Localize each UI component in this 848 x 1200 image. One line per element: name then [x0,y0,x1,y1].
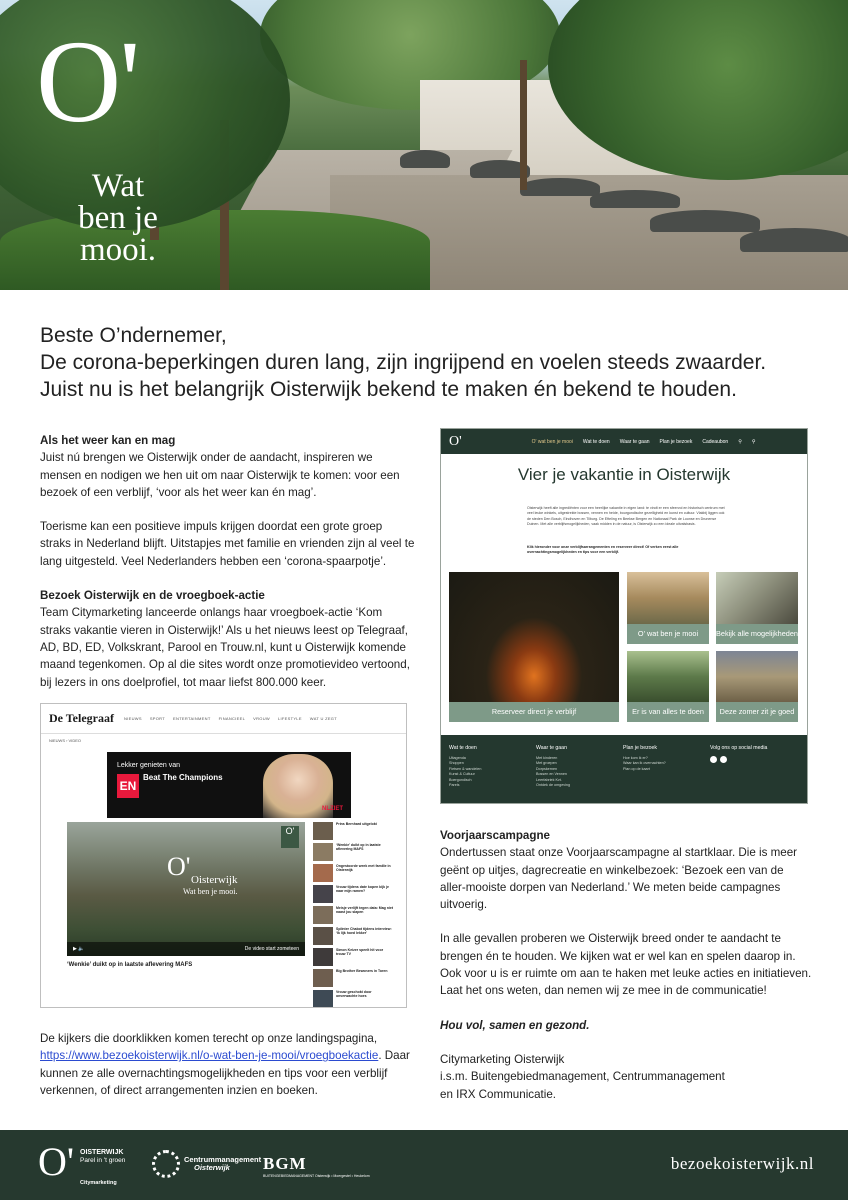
video-badge: O' [281,826,299,848]
video-item-title: Vrouw geschokt door onverwachte hoes [336,990,372,999]
intro-line: De corona-beperkingen duren lang, zijn ingrijpend en voelen steeds zwaarder. [40,351,767,374]
tile-label: Er is van alles te doen [627,702,709,722]
nav-item[interactable]: O' wat ben je mooi [531,438,573,445]
video-description [67,972,305,992]
video-status: De video start zometeen [244,946,299,952]
bgm-logo [263,1154,370,1178]
nav-item[interactable]: Waar te gaan [619,438,650,445]
nav-item[interactable]: VROUW [253,716,270,721]
website-title: Vier je vakantie in Oisterwijk [517,465,731,484]
logo-name: BGM [263,1154,307,1173]
signature-line: Citymarketing Oisterwijk [440,1052,565,1066]
map-pin-icon[interactable]: ⚲ [738,438,742,445]
instagram-icon[interactable] [710,756,717,763]
page-footer [0,1130,848,1200]
footer-link[interactable]: Boergondisch [449,777,472,782]
video-caption[interactable]: ‘Wenkie’ duikt op in laatste aflevering MAFS [67,962,193,968]
tree-trunk [520,60,527,190]
paragraph: Team Citymarketing lanceerde onlangs haar vroegboek-actie ‘Kom straks vakantie vieren in Oisterwijk!’ Als u het nieuws leest op Telegraaf, AD, BD, ED, Volkskrant, Parool en Trouw.nl, kunt u Oisterwijk komende maand tegenkomen. Op al die sites wordt onze promotievideo vertoond, bij lezers in ons doelprofiel, tot maar liefst 800.000 keer. [40,606,410,689]
video-thumbnail [313,906,333,924]
telegraaf-logo: De Telegraaf [49,711,114,725]
ad-brand: NLZIET [322,806,343,812]
breadcrumb: NIEUWS › VIDEO [49,738,82,743]
section-heading: Voorjaarscampagne [440,829,550,842]
parasol [740,228,848,252]
footer-link[interactable]: Hoe kom ik er? [623,756,648,760]
footer-column [623,745,703,772]
tile-label: Reserveer direct je verblijf [449,702,619,722]
video-thumbnail [313,969,333,987]
tile-zomer[interactable] [716,651,798,722]
footer-column [536,745,616,788]
footer-heading: Volg ons op social media [710,745,768,751]
footer-link[interactable]: Met kinderen [536,756,558,760]
video-item-title: Big Brother Bewoners in Toren [336,969,388,973]
video-thumbnail [313,990,333,1008]
nav-item[interactable]: Plan je bezoek [659,438,693,445]
closing-line: Hou vol, samen en gezond. [440,1018,590,1032]
nav-item[interactable]: FINANCIEEL [218,716,246,721]
website-footer [441,735,807,804]
footer-link[interactable]: Parels [449,783,460,788]
paragraph [40,1030,415,1099]
left-column [40,432,415,708]
telegraaf-nav [124,716,337,721]
video-thumbnail [313,948,333,966]
footer-link[interactable]: Shoppen [449,761,464,766]
footer-link[interactable]: Kunst & Cultuur [449,772,475,777]
facebook-icon[interactable] [720,756,727,763]
logo-tagline [58,170,178,266]
video-thumbnail [313,864,333,882]
sidebar-video-item[interactable] [313,864,393,882]
tile-te-doen[interactable] [627,651,709,722]
terrace-image [716,651,798,702]
signature-line: en IRX Communicatie. [440,1087,556,1101]
video-sidebar [313,822,393,1008]
footer-link[interactable]: Uitagenda [449,756,466,760]
sidebar-video-item[interactable] [313,927,393,945]
footer-link[interactable]: Bossen en Vennen [536,772,567,777]
tile-owat[interactable] [627,572,709,644]
website-logo[interactable]: O' [449,433,462,449]
footer-link[interactable]: Ontdek de omgeving [536,783,571,788]
footer-link[interactable]: Dorpskernen [536,766,558,771]
footer-link[interactable]: Met groepen [536,761,557,766]
signature-line: i.s.m. Buitengebiedmanagement, Centrummanagement [440,1070,725,1084]
website-nav [441,429,807,454]
tent-image [449,572,619,702]
parasol [400,150,450,168]
sidebar-video-item[interactable] [313,990,393,1008]
website-cta-text: Klik hieronder voor onze verblijfsarrangementen en reserveer direct! Of verken eerst alle overnachtingsmogelijkheden en tips voor een verblijf. [527,545,679,555]
tile-label: Deze zomer zit je goed [716,702,798,722]
section-heading: Als het weer kan en mag [40,434,176,447]
tile-label: Bekijk alle mogelijkheden [716,624,798,644]
sidebar-video-item[interactable] [313,822,393,840]
parasol [590,190,680,208]
logo-place: Oisterwijk [194,1163,230,1172]
tile-bekijk[interactable] [716,572,798,644]
video-item-title: Ongestoorde week met familie in Oisterwijk [336,864,391,873]
logo-name: OISTERWIJK [80,1149,124,1156]
intro-text [40,322,820,403]
oisterwijk-logo [36,16,158,268]
video-controls[interactable] [67,942,305,956]
binoculars-image [716,572,798,624]
nav-item[interactable]: LIFESTYLE [277,716,302,721]
website-lead: Oisterwijk heeft alle ingrediënten voor een heerlijke vakantie in eigen land: te vindt er een sfeervol en historisch centrum met veel leuke winkels, uitgestrekte bossen, vennen en heide, bourgondische gezelligheid en kunst en cultuur. Vlakbij liggen ook de steden Den Bosch, Eindhoven en Tilburg. De Efteling en Beekse Bergen en Nationaal Park de Loonse en Drunense Duinen. Met alle verblijfsmogelijkheden, vaak midden in de natuur, is Oisterwijk zo een ideale uitvalsbasis. [527,506,725,527]
video-thumbnail [313,843,333,861]
website-url[interactable]: bezoekoisterwijk.nl [670,1154,814,1173]
ad-title: Beat The Champions [143,773,223,782]
hero-photo [0,0,848,290]
salutation: Beste O’ndernemer, [40,324,227,347]
advertisement-banner[interactable] [107,752,351,818]
sidebar-video-item[interactable] [313,906,393,924]
centrummanagement-logo [152,1150,261,1178]
website-screenshot [440,428,808,804]
logo-name: Centrummanagement [184,1155,262,1164]
footer-heading: Plan je bezoek [623,745,658,751]
video-logo: O' [167,852,191,881]
footer-heading: Wat te doen [449,745,477,751]
sidebar-video-item[interactable] [313,969,393,987]
search-icon[interactable]: ⚲ [751,438,756,445]
nav-item[interactable]: Wat te doen [582,438,610,445]
nav-item[interactable]: WAT U ZEGT [309,716,337,721]
logo-text [184,1156,261,1172]
footer-heading: Waar te gaan [536,745,567,751]
footer-column [710,745,790,763]
logo-tagline: Parel in 't groen [80,1157,126,1164]
tile-label: O' wat ben je mooi [627,624,709,644]
footer-link[interactable]: Fietsen & wandelen [449,766,482,771]
sun-icon [152,1150,180,1178]
footer-column [449,745,529,788]
paragraph: In alle gevallen proberen we Oisterwijk breed onder te aandacht te brengen én te houden. We kijken wat er wel kan en spelen daarop in. Ook voor u is er ruimte om aan te haken met leuke acties en initiatieven. Laat het ons weten, dan nemen wij ze mee in de communicatie! [440,932,812,998]
logo-sub: Citymarketing [80,1180,117,1186]
tagline-line: Wat [91,168,145,204]
logo-sub: BUITENGEBIEDMANAGEMENT Oisterwijk • Moergestel • Heukelom [263,1174,370,1178]
footer-link[interactable]: Waar kan ik overnachten? [623,761,666,766]
social-icons [710,756,790,763]
telegraaf-header [41,704,406,734]
footer-link[interactable]: Plan op de kaart [623,766,650,771]
nav-item[interactable]: Cadeaubon [702,438,729,445]
nav-item[interactable]: NIEUWS [124,716,142,721]
video-thumbnail [313,927,333,945]
landing-page-link[interactable]: https://www.bezoekoisterwijk.nl/o-wat-ben-je-mooi/vroegboekactie [40,1049,379,1063]
ad-logo: EN [117,774,139,798]
paragraph-text: . Daar kunnen ze alle overnachtingsmogelijkheden en tips voor een verblijf verkennen, of direct arrangementen inzien en boeken. [40,1049,410,1097]
logo-mark: O' [38,1139,75,1184]
tagline-line: mooi. [79,232,157,268]
video-thumbnail [313,822,333,840]
citymarketing-logo [38,1139,126,1186]
video-item-title: Splinter Chabot tijdens interview: ‘Ik lijk hoed lekker’ [336,927,392,936]
nav-item[interactable]: ENTERTAINMENT [173,716,211,721]
logo-mark: O' [36,16,139,147]
video-item-title: Vrouw tijdens date kopen kijk je naar mijn ramen? [336,885,389,894]
video-item-title: Prins Bernhard uitgelokt [336,822,377,826]
footer-link[interactable]: Leerfabriek Kvt. [536,777,562,782]
video-title: Oisterwijk [191,874,238,886]
video-thumbnail [313,885,333,903]
intro-line: Juist nu is het belangrijk Oisterwijk bekend te maken én bekend te houden. [40,378,737,401]
sidebar-video-item[interactable] [313,948,393,966]
video-tagline: Wat ben je mooi. [183,887,238,896]
tagline-line: ben je [78,200,158,236]
video-item-title: Meisje verlijft tegen data: Mag niet naast jou slapen [336,906,393,915]
cycling-image [627,651,709,702]
parasol [520,178,600,196]
right-column [440,827,812,1103]
paragraph: Toerisme kan een positieve impuls krijgen doordat een grote groep straks in Nederland blijft. Uitstapjes met familie en vrienden zijn al veel te lang uitgesteld. Veel Nederlanders hebben een ‘corona-spaarpotje’. [40,520,415,568]
promo-video[interactable] [67,822,305,956]
paragraph: Juist nú brengen we Oisterwijk onder de aandacht, inspireren we mensen en nodigen we hen uit om naar Oisterwijk te komen: voor een bezoek of een verblijf, ‘voor als het weer kan én mag’. [40,451,400,499]
paragraph: Ondertussen staat onze Voorjaarscampagne al startklaar. Die is meer geënt op uitjes, dagrecreatie en winkelbezoek: ‘Bezoek een van de aller-mooiste dorpen van Nederland.’ We meten beide campagnes uitvoerig. [440,846,798,912]
tile-reserveer[interactable] [449,572,619,722]
sidebar-video-item[interactable] [313,843,393,861]
nav-item[interactable]: SPORT [149,716,166,721]
left-column-closing [40,1030,415,1116]
play-icon[interactable]: ▶ 🔈 [73,946,85,952]
ad-text: Lekker genieten van [117,762,181,769]
landscape-image [627,572,709,624]
video-item-title: ‘Wenkie’ duikt op in laatste aflevering MAFS [336,843,381,852]
video-item-title: Simon Keizer speelt hit voor trouw TV [336,948,384,957]
parasol [650,210,760,232]
telegraaf-screenshot [40,703,407,1008]
section-heading: Bezoek Oisterwijk en de vroegboek-actie [40,589,265,603]
paragraph-text: De kijkers die doorklikken komen terecht op onze landingspagina, [40,1032,378,1045]
sidebar-video-item[interactable] [313,885,393,903]
